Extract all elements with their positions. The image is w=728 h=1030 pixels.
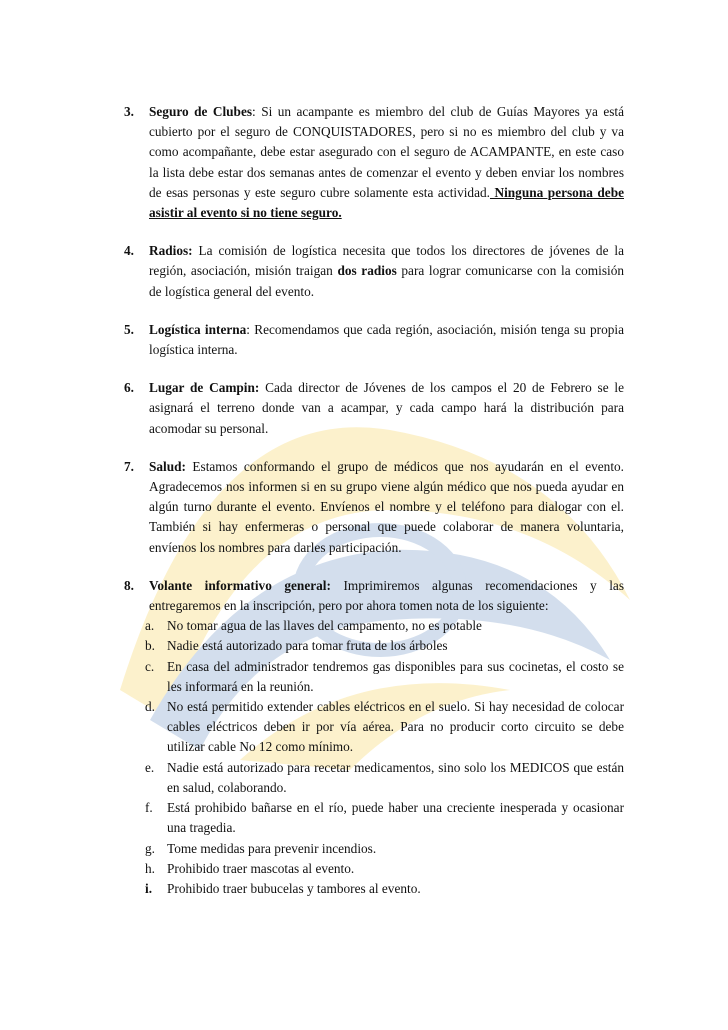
item-title: Lugar de Campin: bbox=[149, 380, 260, 396]
item-title: Seguro de Clubes bbox=[149, 104, 253, 119]
item-text: : Recomendamos que cada región, asociación, misión tenga su propia logística interna. bbox=[149, 321, 624, 358]
item-volante-informativo bbox=[124, 576, 624, 899]
list-item: e. Nadie está autorizado para recetar medicamentos, sino solo los MEDICOS que están en salud, colaborando. bbox=[145, 759, 624, 795]
item-title: Salud: bbox=[149, 458, 186, 474]
item-title: Radios: bbox=[149, 243, 193, 259]
list-item: b. Nadie está autorizado para tomar fruta de los árboles bbox=[145, 638, 448, 654]
item-number: 7. bbox=[124, 458, 134, 474]
item-seguro-clubes: 3. Seguro de Clubes: Si un acampante es miembro del club de Guías Mayores ya está cubierto por el seguro de CONQUISTADORES, pero si no es miembro del club y va como acompañante, debe estar asegurado con el seguro de ACAMPANTE, en este caso la lista debe estar dos semanas antes de comenzar el evento y deben enviar los nombres de esas personas y este seguro cubre solamente esta actividad. Ninguna persona debe asistir al evento si no tiene seguro. bbox=[124, 104, 624, 221]
item-number: 8. bbox=[124, 577, 134, 593]
item-text: Cada director de Jóvenes de los campos el 20 de Febrero se le asignará el terreno donde van a acampar, y cada campo hará la distribución para acomodar su personal. bbox=[149, 380, 624, 436]
item-number: 3. bbox=[124, 104, 134, 119]
item-number: 4. bbox=[124, 243, 134, 259]
list-item: h. Prohibido traer mascotas al evento. bbox=[145, 860, 355, 876]
item-text: Si un acampante es miembro del club de Guías Mayores ya está cubierto por el seguro de CONQUISTADORES, pero si no es miembro del club y va como acompañante, debe estar asegurado con el seguro de ACAMPANTE, en este caso la lista debe estar dos semanas antes de comenzar el evento y deben enviar los nombres de esas personas y este seguro cubre solamente esta actividad. bbox=[149, 104, 624, 200]
item-lugar-campin bbox=[124, 378, 624, 439]
list-item: d. No está permitido extender cables eléctricos en el suelo. Si hay necesidad de colocar cables eléctricos deben ir por vía aérea. Para no producir corto circuito se debe utilizar cable No 12 como mínimo. bbox=[145, 699, 624, 755]
item-logistica-interna bbox=[124, 320, 624, 360]
recommendations-list bbox=[124, 616, 624, 899]
item-salud bbox=[124, 457, 624, 558]
list-item: a. No tomar agua de las llaves del campamento, no es potable bbox=[145, 618, 482, 634]
list-item: i. Prohibido traer bubucelas y tambores al evento. bbox=[145, 880, 421, 896]
list-item: f. Está prohibido bañarse en el río, puede haber una creciente inesperada y ocasionar una tragedia. bbox=[145, 800, 624, 836]
item-title: Logística interna bbox=[149, 321, 247, 337]
document-body bbox=[124, 102, 624, 899]
item-number: 6. bbox=[124, 380, 134, 396]
list-item: g. Tome medidas para prevenir incendios. bbox=[145, 840, 377, 856]
item-emphasis: Ninguna persona debe asistir al evento si no tiene seguro. bbox=[149, 184, 624, 221]
item-title: Volante informativo general: bbox=[149, 577, 331, 593]
item-text: Imprimiremos algunas recomendaciones y las entregaremos en la inscripción, pero por ahora tomen nota de los siguiente: bbox=[149, 577, 624, 614]
item-text: Estamos conformando el grupo de médicos que nos ayudarán en el evento. Agradecemos nos informen si en su grupo viene algún médico que nos pueda ayudar en algún turno durante el evento. Envíenos el nombre y el teléfono para dialogar con el. También si hay enfermeras o personal que puede colaborar de manera voluntaria, envíenos los nombres para darles participación. bbox=[149, 458, 624, 555]
list-item: c. En casa del administrador tendremos gas disponibles para sus cocinetas, el costo se les informará en la reunión. bbox=[145, 658, 624, 694]
item-bold-phrase: dos radios bbox=[337, 263, 397, 279]
item-radios: 4. Radios: La comisión de logística necesita que todos los directores de jóvenes de la región, asociación, misión traigan dos radios para lograr comunicarse con la comisión de logística general del evento. bbox=[124, 243, 624, 299]
item-number: 5. bbox=[124, 321, 134, 337]
